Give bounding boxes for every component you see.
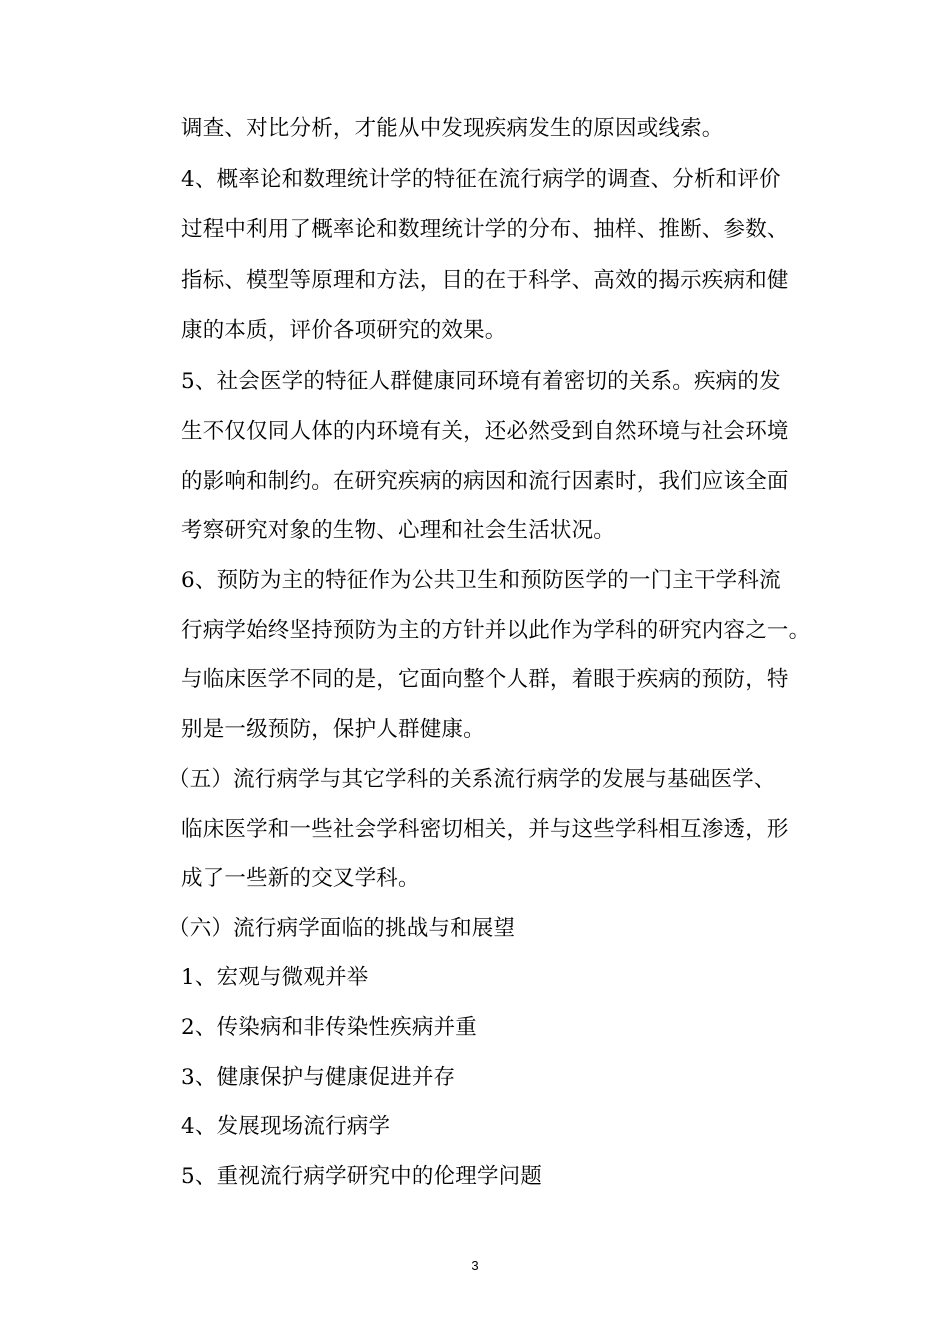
text-line: 临床医学和一些社会学科密切相关，并与这些学科相互渗透，形 [181,817,789,842]
page-number: 3 [471,1258,479,1273]
text-line: 5、社会医学的特征人群健康同环境有着密切的关系。疾病的发 [181,369,781,394]
text-line: 考察研究对象的生物、心理和社会生活状况。 [181,518,616,543]
list-item: 1、宏观与微观并举 [181,965,369,990]
text-line: 康的本质，评价各项研究的效果。 [181,318,507,343]
text-line: 指标、模型等原理和方法，目的在于科学、高效的揭示疾病和健 [181,268,789,293]
text-line: 与临床医学不同的是，它面向整个人群，着眼于疾病的预防，特 [181,667,789,692]
text-line: 过程中利用了概率论和数理统计学的分布、抽样、推断、参数、 [181,217,789,242]
section-heading-6: （六）流行病学面临的挑战与和展望 [168,916,516,941]
text-line: 调查、对比分析，才能从中发现疾病发生的原因或线索。 [181,116,724,141]
text-line: 6、预防为主的特征作为公共卫生和预防医学的一门主干学科流 [181,568,781,593]
text-line: 4、概率论和数理统计学的特征在流行病学的调查、分析和评价 [181,167,781,192]
list-item: 4、发展现场流行病学 [181,1114,391,1139]
text-line: 行病学始终坚持预防为主的方针并以此作为学科的研究内容之一。 [181,618,811,643]
section-heading-5: （五）流行病学与其它学科的关系流行病学的发展与基础医学、 [168,767,776,792]
list-item: 3、健康保护与健康促进并存 [181,1065,456,1090]
list-item: 5、重视流行病学研究中的伦理学问题 [181,1164,543,1189]
list-item: 2、传染病和非传染性疾病并重 [181,1015,477,1040]
text-line: 别是一级预防，保护人群健康。 [181,717,485,742]
text-line: 的影响和制约。在研究疾病的病因和流行因素时，我们应该全面 [181,469,789,494]
text-line: 成了一些新的交叉学科。 [181,866,420,891]
text-line: 生不仅仅同人体的内环境有关，还必然受到自然环境与社会环境 [181,419,789,444]
